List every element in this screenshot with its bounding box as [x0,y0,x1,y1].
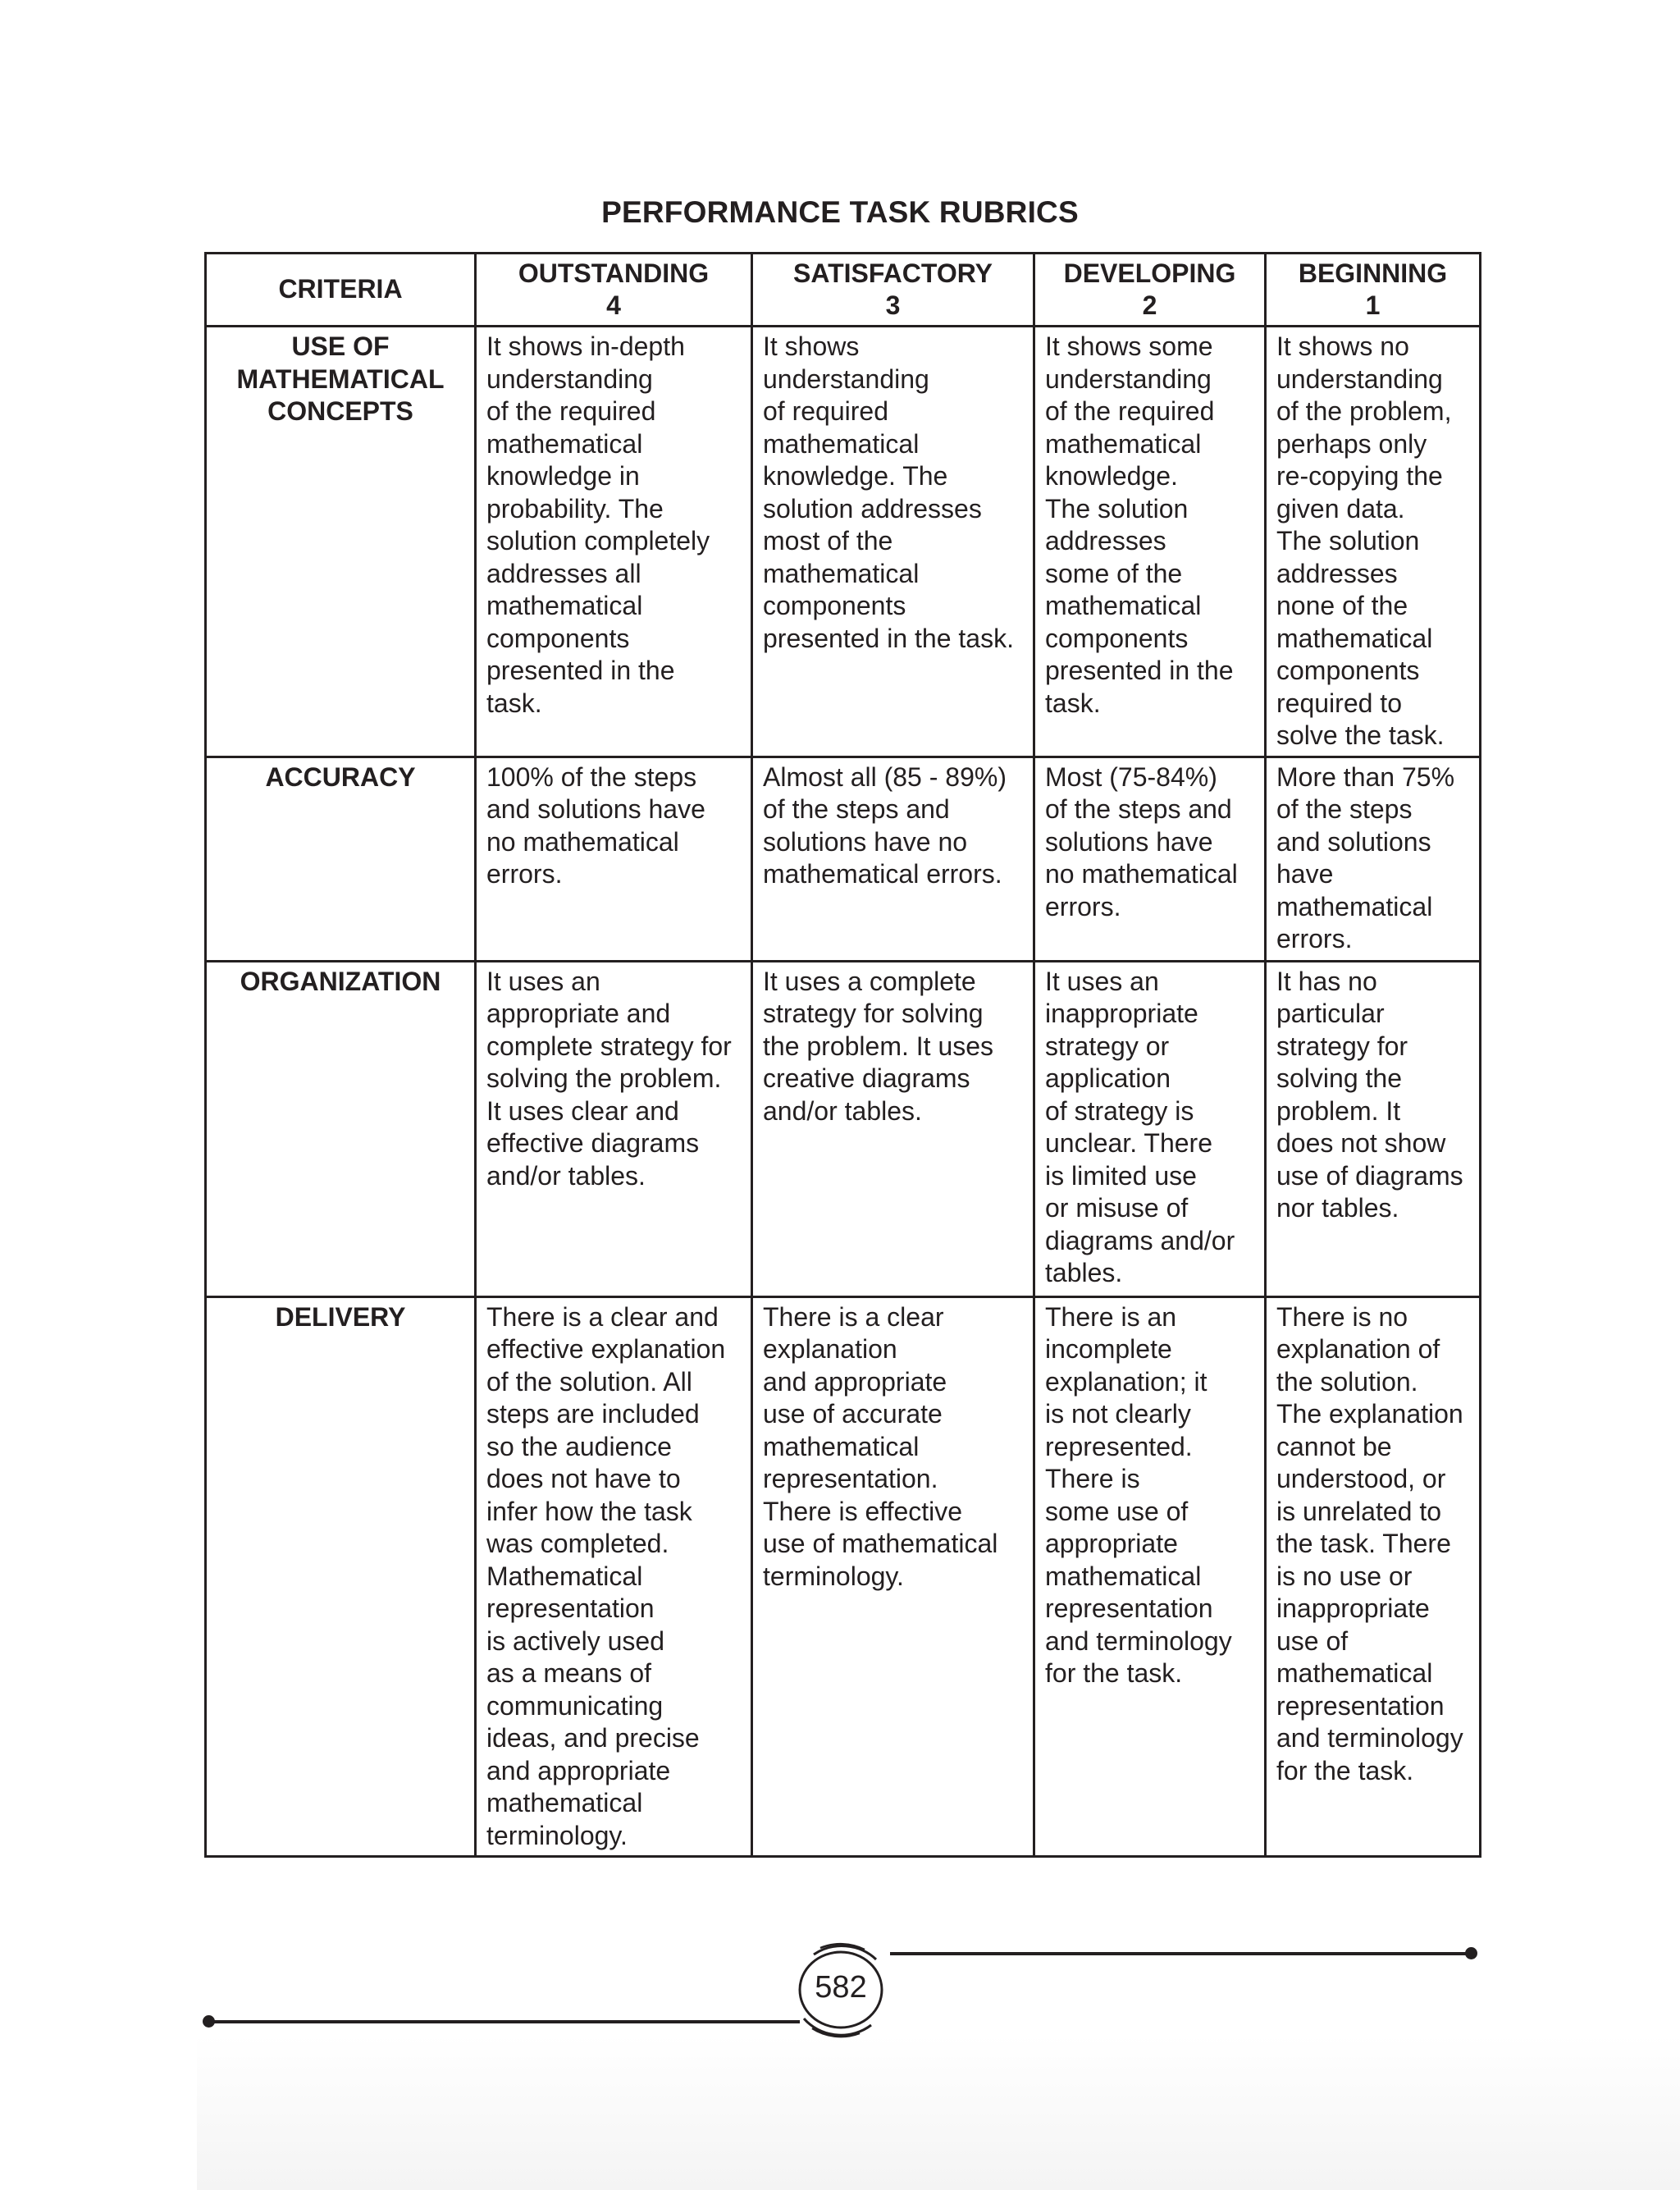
criterion-cell: ORGANIZATION [206,961,476,1296]
header-developing [1034,254,1266,327]
header-beginning [1266,254,1481,327]
level-score: 4 [606,290,621,320]
criterion-cell: USE OF MATHEMATICAL CONCEPTS [206,327,476,757]
level-score: 2 [1142,290,1157,320]
rubric-cell: It shows in-depth understanding of the required mathematical knowledge in probability. The solution completely addresses all mathematical components presented in the task. [476,327,752,757]
footer-rule-right [890,1952,1472,1955]
rubric-cell: More than 75% of the steps and solutions have mathematical errors. [1266,757,1481,961]
rubric-cell: There is a clear explanation and appropriate use of accurate mathematical representation. There is effective use of mathematical terminology. [752,1296,1034,1857]
rubric-cell: 100% of the steps and solutions have no mathematical errors. [476,757,752,961]
header-satisfactory [752,254,1034,327]
rubric-cell: It shows understanding of required mathematical knowledge. The solution addresses most of the mathematical components presented in the task. [752,327,1034,757]
rubric-cell: It shows some understanding of the required mathematical knowledge. The solution addresses some of the mathematical components presented in the task. [1034,327,1266,757]
rubric-table [204,252,1481,1858]
level-score: 3 [885,290,901,320]
criterion-cell: ACCURACY [206,757,476,961]
rubric-cell: It shows no understanding of the problem, perhaps only re-copying the given data. The solution addresses none of the mathematical components required to solve the task. [1266,327,1481,757]
table-row [206,327,1481,757]
page-number: 582 [815,1970,867,2005]
rubric-cell: Most (75-84%) of the steps and solutions have no mathematical errors. [1034,757,1266,961]
footer-dot-left [203,2015,215,2028]
rubric-cell: It uses a complete strategy for solving the problem. It uses creative diagrams and/or tables. [752,961,1034,1296]
rubric-cell: It uses an inappropriate strategy or application of strategy is unclear. There is limited use or misuse of diagrams and/or tables. [1034,961,1266,1296]
page-title: PERFORMANCE TASK RUBRICS [601,195,1079,229]
header-outstanding [476,254,752,327]
rubric-cell: It uses an appropriate and complete strategy for solving the problem. It uses clear and effective diagrams and/or tables. [476,961,752,1296]
rubric-cell: Almost all (85 - 89%) of the steps and solutions have no mathematical errors. [752,757,1034,961]
rubric-cell: There is a clear and effective explanation of the solution. All steps are included so the audience does not have to infer how the task was completed. Mathematical representation is actively used as a means of communicating ideas, and precise and appropriate mathematical terminology. [476,1296,752,1857]
criterion-cell: DELIVERY [206,1296,476,1857]
rubric-cell: It has no particular strategy for solving the problem. It does not show use of diagrams nor tables. [1266,961,1481,1296]
footer-rule-left [209,2020,800,2023]
table-row [206,757,1481,961]
rubric-cell: There is an incomplete explanation; it is not clearly represented. There is some use of appropriate mathematical representation and terminology for the task. [1034,1296,1266,1857]
rubric-cell: There is no explanation of the solution. The explanation cannot be understood, or is unrelated to the task. There is no use or inappropriate use of mathematical representation and terminology for the task. [1266,1296,1481,1857]
table-row [206,961,1481,1296]
table-row [206,1296,1481,1857]
level-name: BEGINNING [1298,258,1448,288]
header-row [206,254,1481,327]
header-criteria: CRITERIA [206,254,476,327]
level-score: 1 [1365,290,1381,320]
level-name: OUTSTANDING [518,258,710,288]
footer-dot-right [1465,1947,1477,1959]
page-shading [197,2035,1680,2190]
level-name: SATISFACTORY [793,258,993,288]
level-name: DEVELOPING [1063,258,1236,288]
